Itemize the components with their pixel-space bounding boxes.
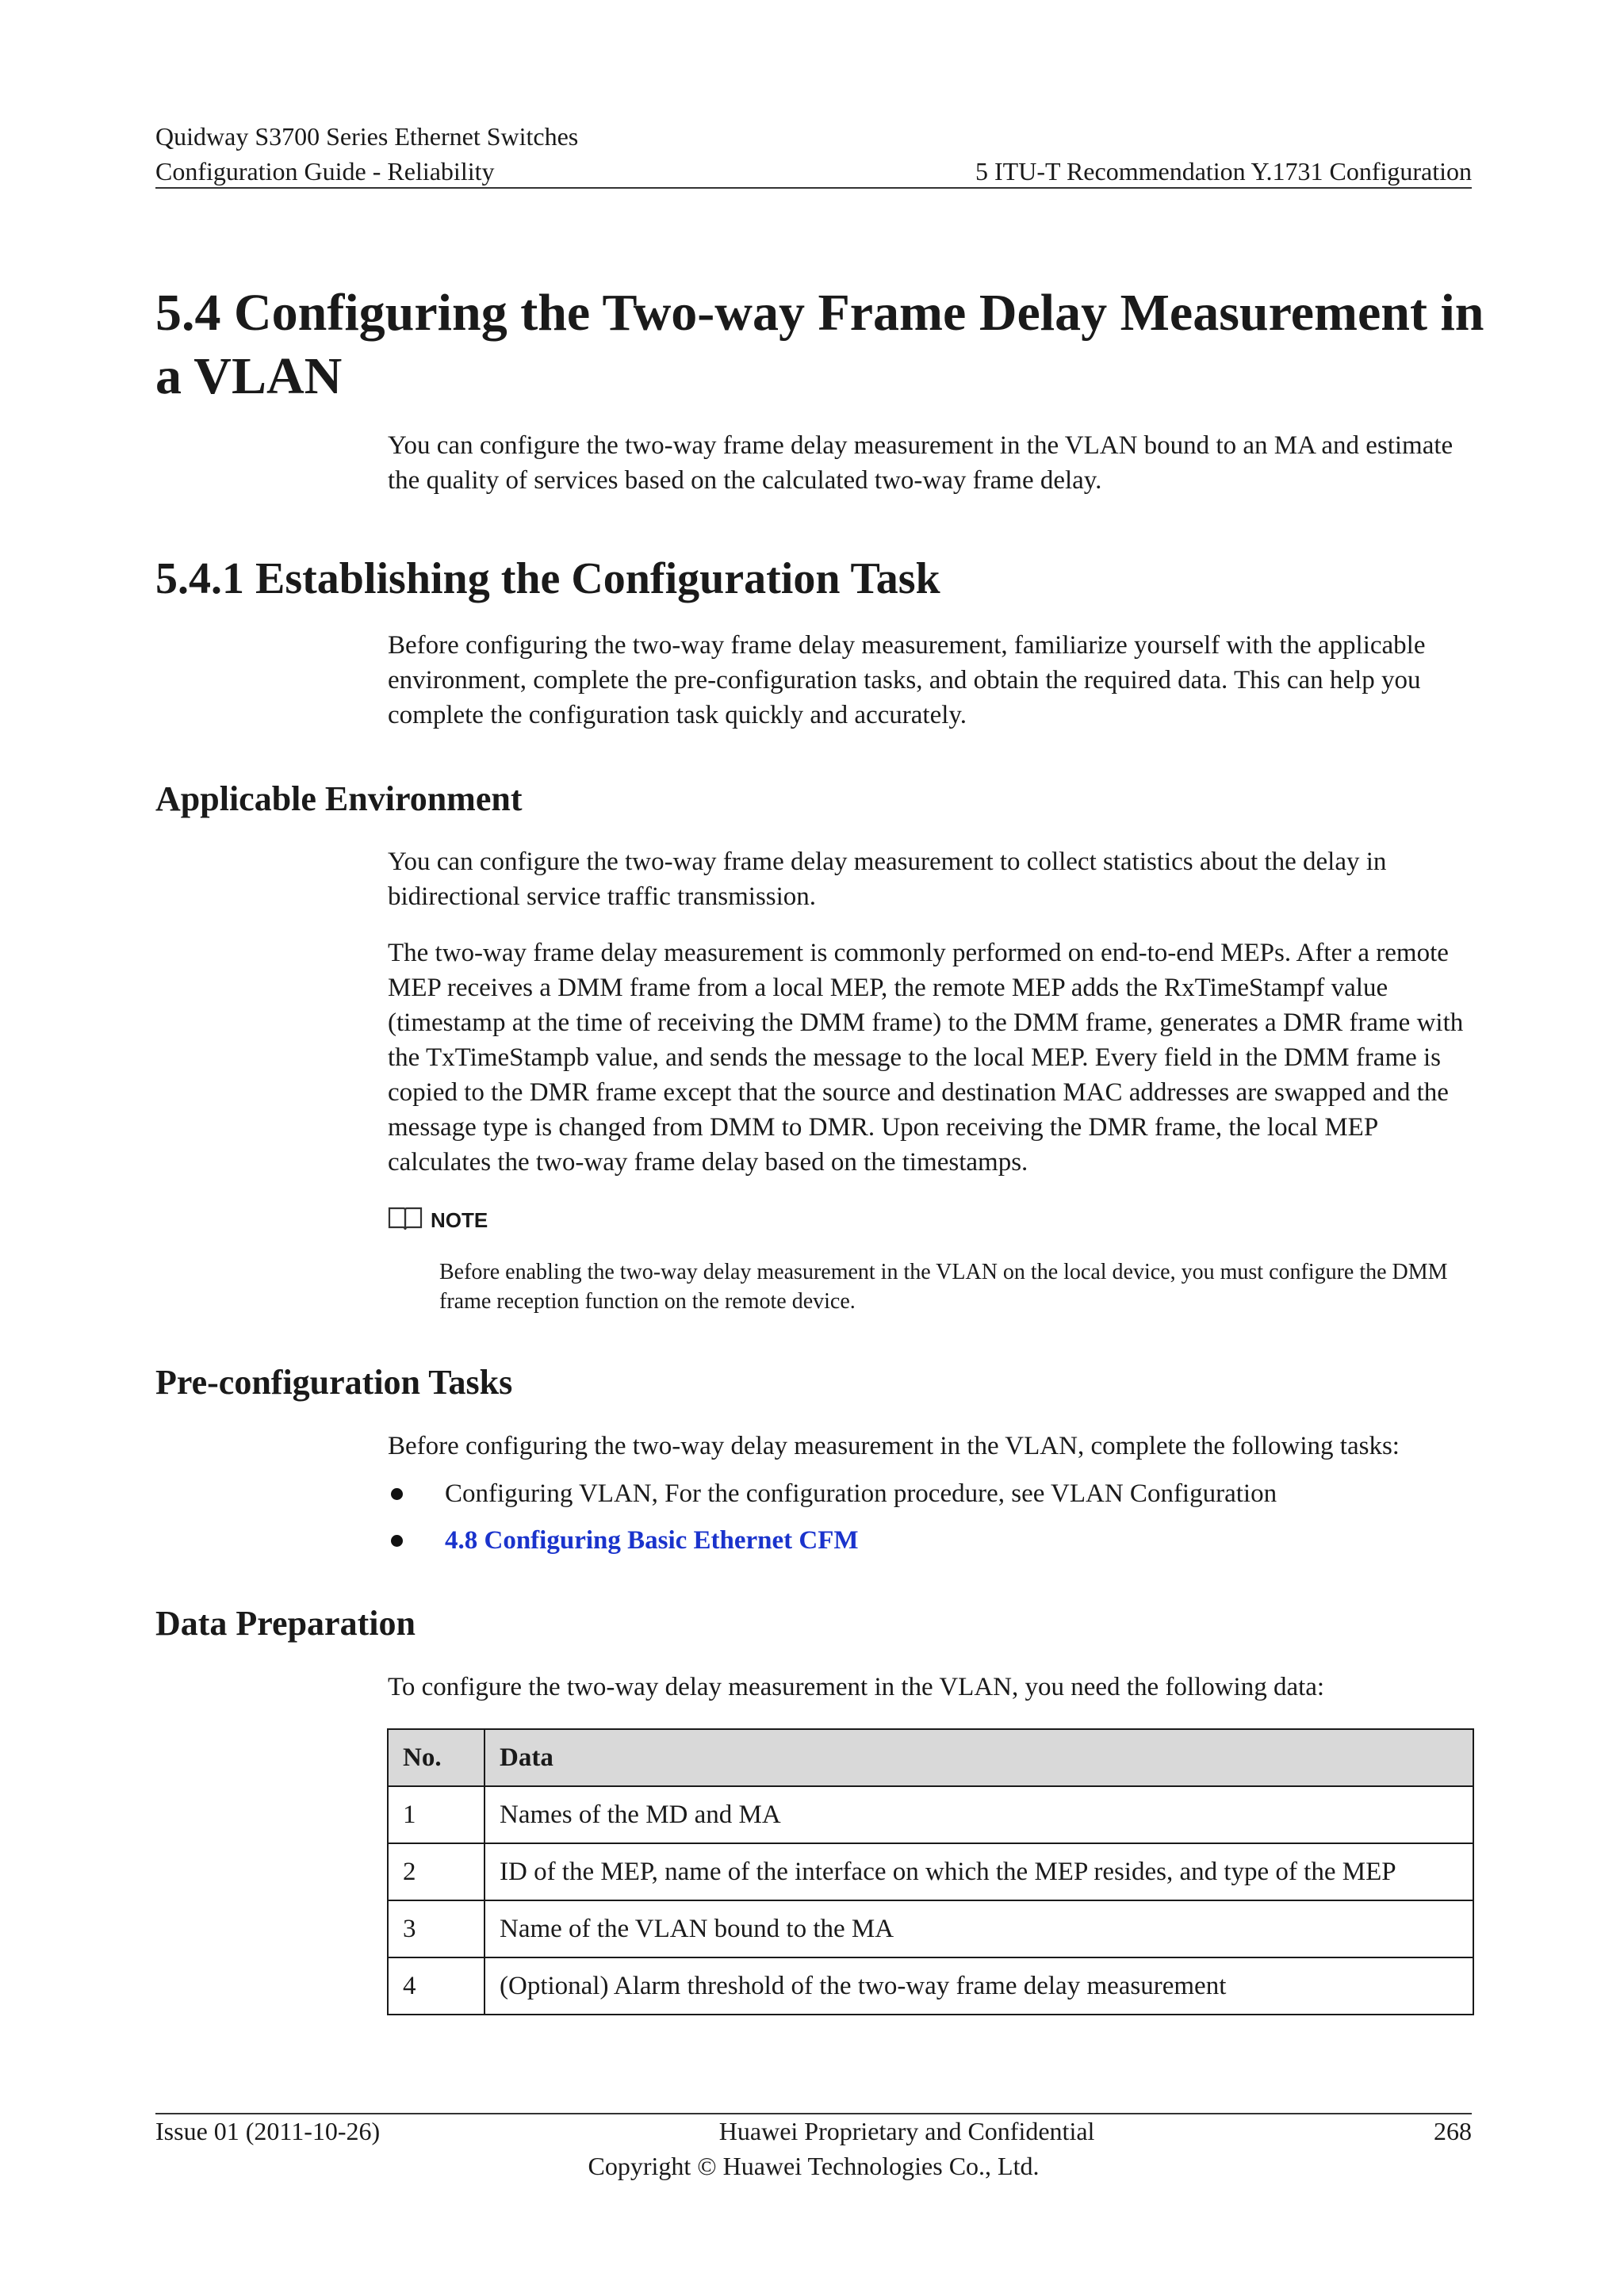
table-header-row: [388, 1729, 1473, 1786]
list-item-text: Configuring VLAN, For the configuration procedure, see VLAN Configuration: [445, 1479, 1277, 1508]
dataprep-heading: Data Preparation: [155, 1604, 416, 1643]
table-cell-data: ID of the MEP, name of the interface on which the MEP resides, and type of the MEP: [485, 1843, 1473, 1900]
list-item: [388, 1476, 1277, 1511]
note-label: NOTE: [431, 1208, 488, 1232]
page-header: [155, 119, 1472, 189]
table-cell-no: 3: [388, 1900, 485, 1957]
subsection-intro: Before configuring the two-way frame delay measurement, familiarize yourself with the applicable environment, complete the pre-configuration tasks, and obtain the required data. This can help you complete the configuration task quickly and accurately.: [388, 631, 1426, 729]
table-cell-no: 1: [388, 1786, 485, 1843]
table-row: [388, 1786, 1473, 1843]
data-table: [387, 1728, 1474, 2015]
table-cell-data: Name of the VLAN bound to the MA: [485, 1900, 1473, 1957]
env-paragraph-1: You can configure the two-way frame delay measurement to collect statistics about the delay in bidirectional service traffic transmission.: [388, 848, 1387, 911]
column-header-no: No.: [388, 1729, 485, 1786]
table-row: [388, 1957, 1473, 2015]
precfg-heading: Pre-configuration Tasks: [155, 1363, 513, 1402]
note-header: [388, 1205, 488, 1236]
table-cell-data: (Optional) Alarm threshold of the two-way frame delay measurement: [485, 1957, 1473, 2015]
precfg-intro: Before configuring the two-way delay measurement in the VLAN, complete the following tasks:: [388, 1432, 1400, 1460]
header-product: Quidway S3700 Series Ethernet Switches: [155, 122, 579, 151]
header-guide: Configuration Guide - Reliability: [155, 157, 495, 186]
bullet-icon: [391, 1535, 403, 1547]
table-cell-data: Names of the MD and MA: [485, 1786, 1473, 1843]
header-divider: [155, 187, 1472, 189]
page-number: 268: [1434, 2117, 1472, 2145]
table-cell-no: 4: [388, 1957, 485, 2015]
table-cell-no: 2: [388, 1843, 485, 1900]
table-row: [388, 1900, 1473, 1957]
env-paragraph-2: The two-way frame delay measurement is commonly performed on end-to-end MEPs. After a remote MEP receives a DMM frame from a local MEP, the remote MEP adds the RxTimeStampf value (timestamp at the time of receiving the DMM frame) to the DMM frame, generates a DMR frame with the TxTimeStampb value, and sends the message to the local MEP. Every field in the DMM frame is copied to the DMR frame except that the source and destination MAC addresses are swapped and the message type is changed from DMM to DMR. Upon receiving the DMR frame, the local MEP calculates the two-way frame delay based on the timestamps.: [388, 939, 1464, 1177]
bullet-icon: [391, 1488, 403, 1500]
column-header-data: Data: [485, 1729, 1473, 1786]
footer-row: [155, 2114, 1472, 2149]
footer-confidential: Huawei Proprietary and Confidential: [718, 2117, 1095, 2145]
header-chapter: 5 ITU-T Recommendation Y.1731 Configuration: [975, 157, 1472, 186]
book-icon: [388, 1205, 423, 1236]
env-heading: Applicable Environment: [155, 779, 523, 818]
table-row: [388, 1843, 1473, 1900]
section-intro: You can configure the two-way frame delay measurement in the VLAN bound to an MA and estimate the quality of services based on the calculated two-way frame delay.: [388, 431, 1454, 495]
footer-issue: Issue 01 (2011-10-26): [155, 2117, 381, 2145]
list-item: [388, 1523, 859, 1558]
header-row: [155, 154, 1472, 189]
subsection-title: 5.4.1 Establishing the Configuration Task: [155, 554, 940, 603]
note-text: Before enabling the two-way delay measurement in the VLAN on the local device, you must configure the DMM frame reception function on the remote device.: [439, 1260, 1448, 1314]
cfm-link[interactable]: 4.8 Configuring Basic Ethernet CFM: [445, 1526, 859, 1555]
dataprep-intro: To configure the two-way delay measurement in the VLAN, you need the following data:: [388, 1673, 1325, 1701]
footer-copyright: Copyright © Huawei Technologies Co., Ltd.: [588, 2152, 1040, 2180]
page-footer: [155, 2114, 1472, 2183]
section-title: 5.4 Configuring the Two-way Frame Delay Measurement in a VLAN: [155, 284, 1484, 405]
